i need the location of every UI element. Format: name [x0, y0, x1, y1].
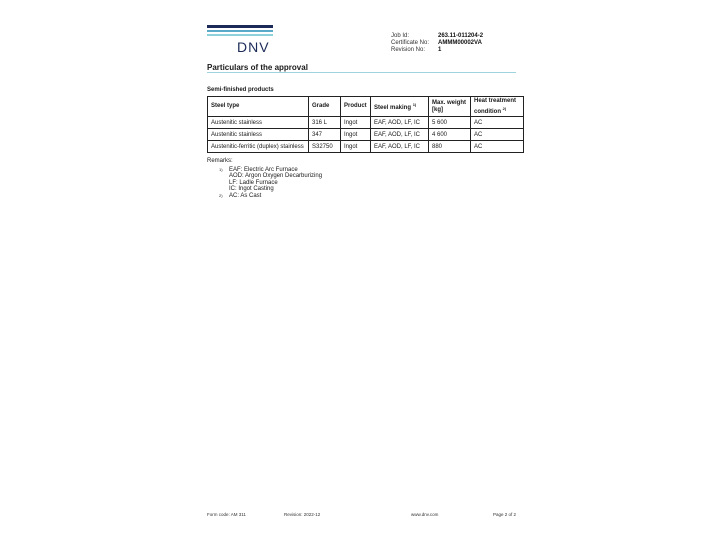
header-max-weight: Max. weight [kg] [429, 97, 471, 117]
remark-text: AC: As Cast [229, 192, 262, 199]
table-row [208, 141, 524, 153]
remarks-title: Remarks: [207, 158, 233, 164]
cell-heat-treatment: AC [471, 117, 524, 129]
cell-max-weight: 4 600 [429, 129, 471, 141]
cell-grade: S32750 [309, 141, 341, 153]
header-steel-making: Steel making $^{1)}$ [371, 97, 429, 117]
remark-mark: 2) [219, 192, 223, 198]
cell-grade: 316 L [309, 117, 341, 129]
section-divider [207, 72, 516, 73]
dnv-logo [207, 25, 275, 55]
revision-label: Revision No: [391, 47, 426, 53]
footer-form-code: Form code: AM 311 [207, 512, 246, 517]
cell-steel-type: Austenitic stainless [208, 117, 309, 129]
remark-text: LF: Ladle Furnace [229, 179, 278, 186]
footer-website[interactable]: www.dnv.com [411, 512, 439, 517]
remark-item [219, 193, 322, 200]
cell-max-weight: 5 600 [429, 117, 471, 129]
cell-steel-type: Austenitic-ferritic (duplex) stainless [208, 141, 309, 153]
remarks-list [219, 167, 322, 200]
cell-steel-making: EAF, AOD, LF, IC [371, 141, 429, 153]
logo-stripe-light [207, 34, 273, 36]
footnote-mark: 1) [412, 102, 417, 107]
header-grade: Grade [309, 97, 341, 117]
revision-value: 1 [438, 47, 442, 53]
footer-page-number: Page 2 of 2 [493, 512, 517, 517]
subsection-title: Semi-finished products [207, 87, 274, 93]
job-id-value: 263.11-011204-2 [438, 33, 484, 39]
remarks-section [207, 158, 322, 199]
footnote-mark: 2) [502, 105, 507, 111]
cell-product: Ingot [341, 129, 371, 141]
table-header-row [208, 97, 524, 117]
remark-text: EAF: Electric Arc Furnace [229, 166, 298, 173]
cell-steel-type: Austenitic stainless [208, 129, 309, 141]
footer-revision: Revision: 2022-12 [284, 512, 321, 517]
section-title: Particulars of the approval [207, 63, 308, 72]
certificate-value: AMMM00002VA [438, 40, 482, 46]
cell-heat-treatment: AC [471, 141, 524, 153]
cell-steel-making: EAF, AOD, LF, IC [371, 129, 429, 141]
products-table [207, 96, 524, 153]
logo-stripe-mid [207, 30, 273, 32]
cell-max-weight: 880 [429, 141, 471, 153]
remark-text: IC: Ingot Casting [229, 186, 274, 192]
cell-product: Ingot [341, 117, 371, 129]
cell-grade: 347 [309, 129, 341, 141]
cell-product: Ingot [341, 141, 371, 153]
header-product: Product [341, 97, 371, 117]
certificate-label: Certificate No: [391, 40, 430, 46]
document-meta [391, 33, 483, 54]
table-row [208, 129, 524, 141]
header-steel-type: Steel type [208, 97, 309, 117]
logo-wordmark: DNV [237, 39, 270, 55]
cell-heat-treatment: AC [471, 129, 524, 141]
cell-steel-making: EAF, AOD, LF, IC [371, 117, 429, 129]
logo-stripe-dark [207, 25, 273, 28]
remark-text: AOD: Argon Oxygen Decarburizing [229, 173, 323, 179]
table-row [208, 117, 524, 129]
header-heat-treatment: Heat treatment condition $^{2)}$ [471, 97, 524, 117]
job-id-label: Job Id: [391, 33, 410, 39]
remark-mark: 1) [219, 166, 223, 172]
